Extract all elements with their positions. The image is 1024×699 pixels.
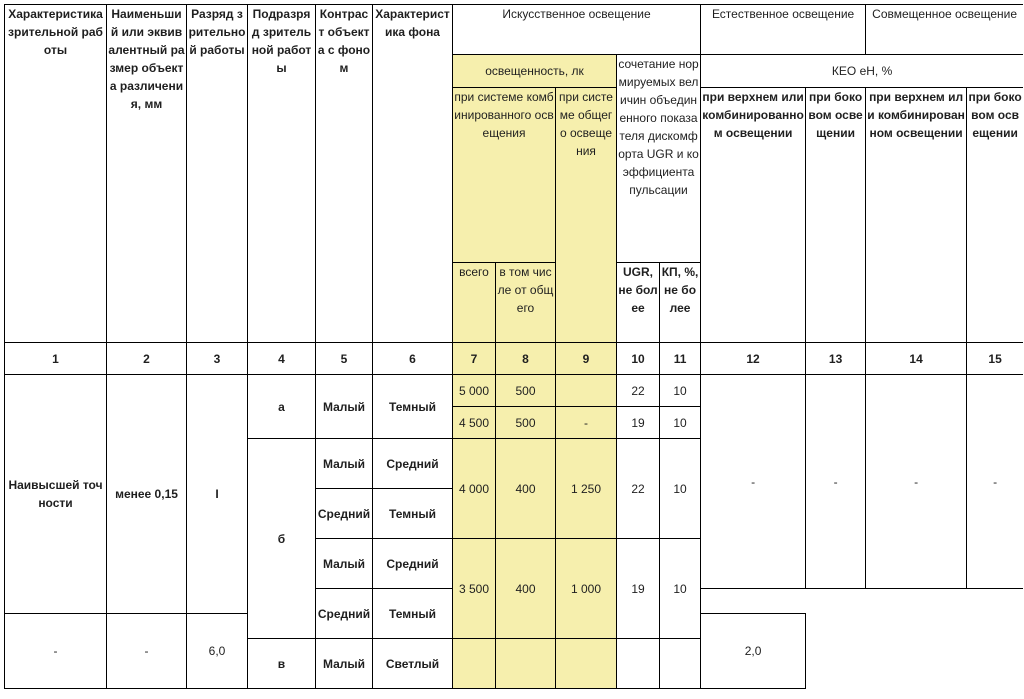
header-natural-side: при боковом освещении	[806, 88, 866, 343]
general-system-cell	[556, 639, 617, 689]
subcategory-cell: в	[248, 639, 316, 689]
header-combined-side: при боковом освещении	[967, 88, 1023, 343]
ugr-cell: 22	[617, 439, 660, 539]
general-share-cell: 500	[496, 375, 556, 407]
combined-side-cell: 2,0	[701, 614, 806, 689]
header-object-size: Наименьший или эквивалентный размер объекта различения, мм	[107, 5, 187, 343]
column-number: 15	[967, 343, 1023, 375]
combined-side-cell: -	[967, 375, 1023, 589]
column-number: 4	[248, 343, 316, 375]
total-illuminance-cell: 3 500	[453, 539, 496, 639]
header-combined-system: при системе комбинированного освещения	[453, 88, 556, 263]
ugr-cell: 19	[617, 407, 660, 439]
contrast-cell: Малый	[316, 439, 373, 489]
ugr-cell: 19	[617, 539, 660, 639]
header-category: Разряд зрительной работы	[187, 5, 248, 343]
natural-side-cell: -	[806, 375, 866, 589]
kp-cell: 10	[660, 407, 701, 439]
general-system-cell: 1 000	[556, 539, 617, 639]
total-illuminance-cell: 4 000	[453, 439, 496, 539]
column-number: 11	[660, 343, 701, 375]
contrast-cell: Малый	[316, 639, 373, 689]
column-number-row	[5, 343, 1024, 375]
header-general-system: при системе общего освещения	[556, 88, 617, 343]
background-cell: Светлый	[373, 639, 453, 689]
category-cell: I	[187, 375, 248, 614]
contrast-cell: Малый	[316, 375, 373, 439]
contrast-cell: Средний	[316, 589, 373, 639]
background-cell: Темный	[373, 489, 453, 539]
header-contrast: Контраст объекта с фоном	[316, 5, 373, 343]
object-size-cell: менее 0,15	[107, 375, 187, 614]
ugr-cell	[617, 639, 660, 689]
header-kp: КП, %, не более	[660, 263, 701, 343]
header-total: всего	[453, 263, 496, 343]
header-characteristic: Характеристика зрительной работы	[5, 5, 107, 343]
lighting-norms-table	[4, 4, 1023, 689]
contrast-cell: Средний	[316, 489, 373, 539]
column-number: 5	[316, 343, 373, 375]
header-ugr: UGR, не более	[617, 263, 660, 343]
kp-cell	[660, 639, 701, 689]
background-cell: Темный	[373, 589, 453, 639]
subcategory-cell: а	[248, 375, 316, 439]
characteristic-cell: Наивысшей точности	[5, 375, 107, 614]
general-share-cell	[496, 639, 556, 689]
contrast-cell: Малый	[316, 539, 373, 589]
header-natural-top: при верхнем или комбинированном освещении	[701, 88, 806, 343]
header-ugr-kp-combination: сочетание нормируемых величин объединенного показателя дискомфорта UGR и коэффициента пульсации	[617, 55, 701, 263]
norms-table-wrapper	[4, 4, 1023, 699]
column-number: 14	[866, 343, 967, 375]
column-number: 7	[453, 343, 496, 375]
general-system-cell	[556, 375, 617, 407]
total-illuminance-cell: 5 000	[453, 375, 496, 407]
kp-cell: 10	[660, 439, 701, 539]
header-combined-lighting: Совмещенное освещение	[866, 5, 1023, 55]
header-natural-lighting: Естественное освещение	[701, 5, 866, 55]
natural-side-cell: -	[107, 614, 187, 689]
column-number: 9	[556, 343, 617, 375]
background-cell: Средний	[373, 539, 453, 589]
total-illuminance-cell	[453, 639, 496, 689]
background-cell: Средний	[373, 439, 453, 489]
column-number: 2	[107, 343, 187, 375]
subcategory-cell: б	[248, 439, 316, 639]
table-row	[5, 375, 1024, 407]
column-number: 13	[806, 343, 866, 375]
general-system-cell: -	[556, 407, 617, 439]
total-illuminance-cell: 4 500	[453, 407, 496, 439]
column-number: 10	[617, 343, 660, 375]
general-system-cell: 1 250	[556, 439, 617, 539]
combined-top-cell: -	[866, 375, 967, 589]
ugr-cell: 22	[617, 375, 660, 407]
header-combined-top: при верхнем или комбинированном освещении	[866, 88, 967, 343]
kp-cell: 10	[660, 375, 701, 407]
kp-cell: 10	[660, 539, 701, 639]
header-subcategory: Подразряд зрительной работы	[248, 5, 316, 343]
natural-top-cell: -	[5, 614, 107, 689]
column-number: 1	[5, 343, 107, 375]
general-share-cell: 400	[496, 539, 556, 639]
general-share-cell: 500	[496, 407, 556, 439]
header-background: Характеристика фона	[373, 5, 453, 343]
background-cell: Темный	[373, 375, 453, 439]
column-number: 3	[187, 343, 248, 375]
header-keo: КЕО еН, %	[701, 55, 1023, 88]
column-number: 12	[701, 343, 806, 375]
natural-top-cell: -	[701, 375, 806, 589]
combined-top-cell: 6,0	[187, 614, 248, 689]
general-share-cell: 400	[496, 439, 556, 539]
column-number: 6	[373, 343, 453, 375]
header-illuminance: освещенность, лк	[453, 55, 617, 88]
column-number: 8	[496, 343, 556, 375]
header-artificial-lighting: Искусственное освещение	[453, 5, 701, 55]
header-incl-general: в том числе от общего	[496, 263, 556, 343]
